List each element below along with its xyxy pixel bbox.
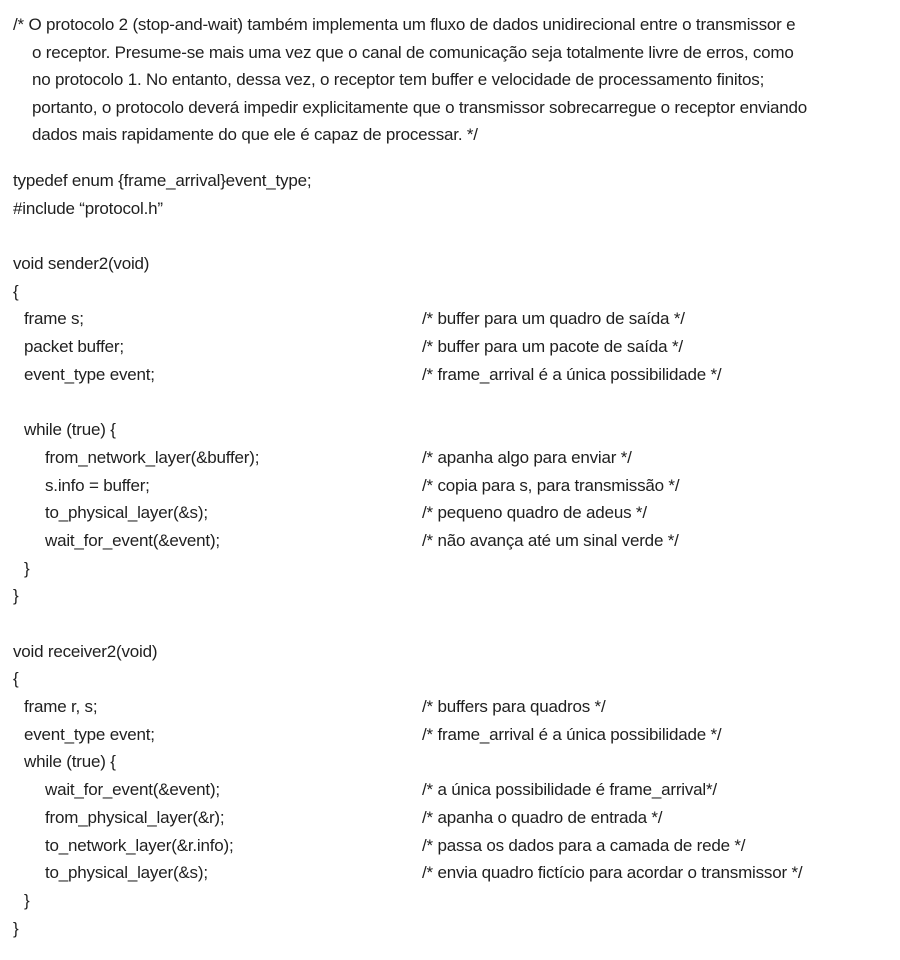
code-comment: /* apanha algo para enviar */ [422,447,632,467]
code-text: frame s; [24,309,84,329]
code-line [13,416,893,444]
code-line [13,167,893,195]
code-text: typedef enum {frame_arrival}event_type; [13,171,312,190]
code-text: s.info = buffer; [45,475,150,495]
code-comment: /* pequeno quadro de adeus */ [422,503,647,523]
code-text: from_network_layer(&buffer); [45,447,260,467]
code-text: { [13,669,19,689]
code-line [13,915,893,943]
code-line [13,721,893,749]
code-text: wait_for_event(&event); [45,530,220,550]
code-text: to_physical_layer(&s); [45,503,208,523]
code-line [13,610,893,638]
code-text: } [13,586,19,606]
header-comment-line: o receptor. Presume-se mais uma vez que o canal de comunicação seja totalmente livre de erros, como [32,42,794,62]
header-comment-line: portanto, o protocolo deverá impedir explicitamente que o transmissor sobrecarregue o receptor enviando [32,97,808,117]
code-line [13,222,893,250]
header-comment-line: /* O protocolo 2 (stop-and-wait) também implementa um fluxo de dados unidirecional entre o transmissor e [13,15,796,34]
code-line [13,250,893,278]
header-comment-line: no protocolo 1. No entanto, dessa vez, o receptor tem buffer e velocidade de processamento finitos; [32,70,765,90]
code-line [13,361,893,389]
code-line [13,582,893,610]
code-line [13,333,893,361]
code-line [13,472,893,500]
code-comment: /* não avança até um sinal verde */ [422,530,679,550]
code-comment: /* frame_arrival é a única possibilidade */ [422,364,722,384]
code-text: } [24,890,30,910]
code-comment: /* frame_arrival é a única possibilidade */ [422,724,722,744]
code-line [13,748,893,776]
code-line [13,389,893,417]
code-text: #include “protocol.h” [13,198,163,218]
code-line [13,527,893,555]
code-line [13,832,893,860]
code-text: } [24,558,30,578]
code-comment: /* passa os dados para a camada de rede */ [422,835,746,855]
code-line [13,804,893,832]
code-text: void sender2(void) [13,254,150,274]
code-line [13,887,893,915]
code-listing [13,167,893,942]
code-text: event_type event; [24,364,155,384]
code-line [13,693,893,721]
code-text: event_type event; [24,724,155,744]
code-line [13,555,893,583]
code-line [13,195,893,223]
code-text: wait_for_event(&event); [45,780,220,800]
header-comment-line: dados mais rapidamente do que ele é capaz de processar. */ [32,125,478,145]
code-line [13,444,893,472]
code-text: frame r, s; [24,697,98,717]
code-text: while (true) { [24,420,116,440]
code-line [13,859,893,887]
code-comment: /* buffer para um quadro de saída */ [422,309,685,329]
code-text: { [13,281,19,301]
code-text: to_physical_layer(&s); [45,863,208,883]
code-text: while (true) { [24,752,116,772]
code-text: void receiver2(void) [13,641,158,661]
code-text: } [13,918,19,938]
code-line [13,665,893,693]
code-comment: /* apanha o quadro de entrada */ [422,807,663,827]
code-comment: /* copia para s, para transmissão */ [422,475,680,495]
header-comment [13,11,893,149]
code-comment: /* buffers para quadros */ [422,697,606,717]
code-text: to_network_layer(&r.info); [45,835,234,855]
code-line [13,638,893,666]
code-line [13,278,893,306]
code-text: packet buffer; [24,337,124,357]
code-line [13,499,893,527]
code-comment: /* buffer para um pacote de saída */ [422,337,683,357]
code-comment: /* envia quadro fictício para acordar o transmissor */ [422,863,803,883]
code-line [13,305,893,333]
code-comment: /* a única possibilidade é frame_arrival*/ [422,780,717,800]
code-line [13,776,893,804]
code-text: from_physical_layer(&r); [45,807,225,827]
